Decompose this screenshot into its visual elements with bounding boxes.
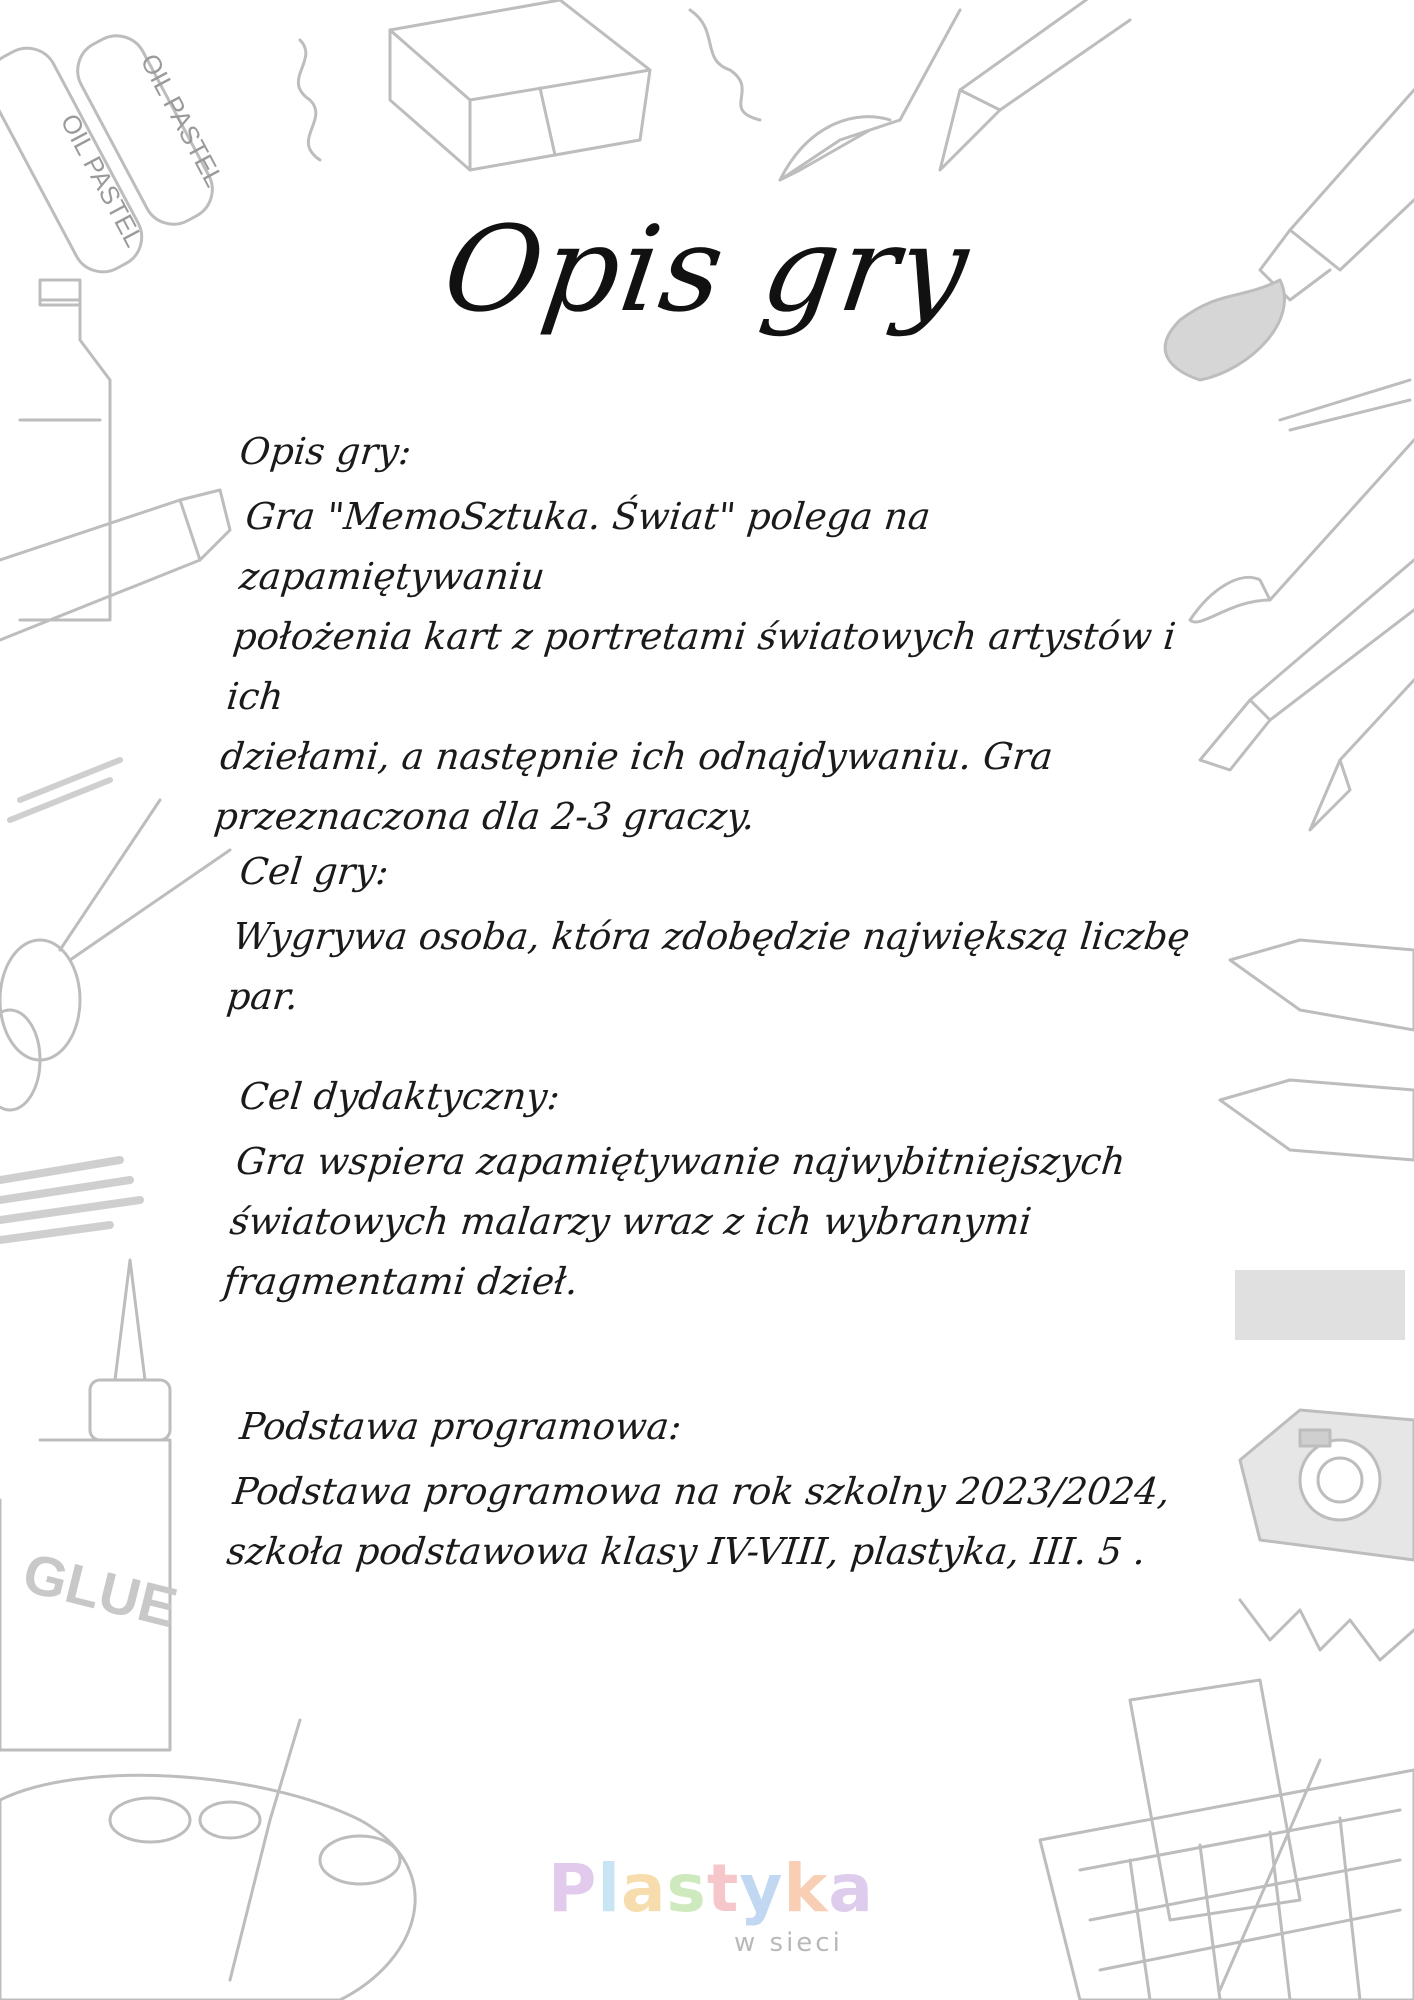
section-text: Podstawa programowa na rok szkolny 2023/2024, szkoła podstawowa klasy IV-VIII, plastyka, III. 5 . xyxy=(224,1470,1173,1573)
palette-icon xyxy=(0,1720,415,2000)
palette-knife-icon xyxy=(780,10,960,180)
logo-subtitle: w sieci xyxy=(734,1928,843,1958)
scissors-icon xyxy=(0,800,230,1110)
paint-tube-left-icon xyxy=(0,490,230,640)
pencil-icon xyxy=(940,0,1130,170)
watercolor-box-icon xyxy=(1040,1680,1414,2000)
eraser-icon xyxy=(390,0,650,170)
section-label: Podstawa programowa: xyxy=(237,1405,684,1448)
brand-logo xyxy=(548,1850,874,1970)
section-game-goal xyxy=(224,850,1210,1027)
sharpener-icon xyxy=(1240,1410,1414,1560)
section-game-description xyxy=(212,430,1210,847)
section-text: Gra wspiera zapamiętywanie najwybitniejszych światowych malarzy wraz z ich wybranymi fragmentami dzieł. xyxy=(221,1140,1128,1303)
tube-label-1: OIL PASTEL xyxy=(54,108,150,252)
glue-icon xyxy=(0,1260,183,1750)
tube-label-2: OIL PASTEL xyxy=(134,48,230,192)
pastel-crayon-icon xyxy=(1220,940,1414,1160)
logo-wordmark: Plastyka xyxy=(548,1850,874,1927)
glue-label: GLUE xyxy=(17,1540,184,1640)
section-text: Wygrywa osoba, która zdobędzie największą liczbę par. xyxy=(224,915,1192,1018)
section-label: Cel gry: xyxy=(237,850,391,893)
section-text: Gra "MemoSztuka. Świat" polega na zapamiętywaniu położenia kart z portretami światowych artystów i ich dziełami, a następnie ich odnajdywaniu. Gra przeznaczona dla 2-3 graczy. xyxy=(212,495,1178,838)
section-curriculum xyxy=(224,1405,1210,1582)
section-didactic-goal xyxy=(221,1075,1210,1312)
section-label: Opis gry: xyxy=(237,430,414,473)
section-label: Cel dydaktyczny: xyxy=(237,1075,563,1118)
page-title: Opis gry xyxy=(435,200,979,338)
